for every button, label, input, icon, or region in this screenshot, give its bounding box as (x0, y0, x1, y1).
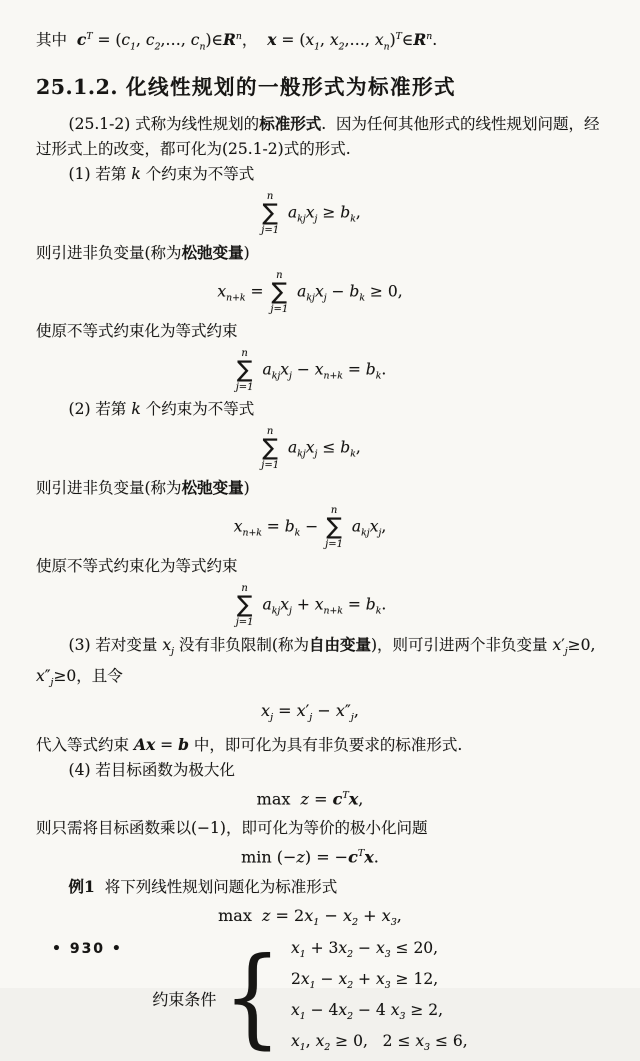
formula-example-objective: $\max z = 2x_1 - x_2 + x_3$, (218, 905, 402, 929)
item-constraint-le: (2) 若第 k 个约束为不等式 (68, 400, 255, 419)
page-number: • 930 • (52, 941, 123, 957)
system-brace: { (223, 935, 282, 1061)
section-number: 25.1.2. (36, 75, 118, 100)
example-label: 例1 (68, 876, 95, 896)
formula-equality-2: n ∑ j=1 $a_{kj}x_j + x_{n+k} = b_k$. (235, 583, 387, 629)
line-convert-equality-1: 使原不等式约束化为等式约束 (36, 322, 238, 341)
constraint-rows (291, 936, 468, 1060)
formula-min-objective: $\min (-z) = -c^Tx$. (241, 847, 379, 867)
summation-icon: n ∑ j=1 (270, 270, 289, 316)
section-title: 化线性规划的一般形式为标准形式 (125, 75, 456, 100)
formula-free-substitution: $x_j = x'_j - x''_j$, (261, 701, 359, 724)
formula-slack-definition-1: $x_{n+k}$ = n ∑ j=1 $a_{kj}x_j - b_k \ge 0$, (217, 270, 403, 316)
para-multiply-minus-one: 则只需将目标函数乘以(−1)，即可化为等价的极小化问题 (36, 818, 428, 837)
line-introduce-slack-1: 则引进非负变量(称为松弛变量) (36, 243, 250, 263)
constraints-label: 约束条件 (152, 989, 217, 1009)
section-heading (36, 74, 612, 100)
line-introduce-slack-2: 则引进非负变量(称为松弛变量) (36, 478, 250, 498)
where-clause-line: 其中 $c^T = (c_1$, $c_2,\dots$, $c_n)\in R^n$， $x = (x_1$, $x_2,\dots$, $x_n)^T\in R^n$. (36, 30, 438, 53)
para-substitute-axb: 代入等式约束 Ax = b 中，即可化为具有非负要求的标准形式. (36, 734, 463, 754)
summation-icon: n ∑ j=1 (325, 505, 343, 551)
item-maximize-objective: (4) 若目标函数为极大化 (68, 760, 235, 779)
summation-icon: n ∑ j=1 (261, 426, 280, 472)
constraint-row: $x_1 - 4x_2 - 4$ $x_3 \ge 2$, (291, 1001, 444, 1023)
summation-icon: n ∑ j=1 (235, 348, 254, 394)
formula-sum-le: n ∑ j=1 $a_{kj}x_j \le b_k$, (261, 426, 361, 472)
constraint-row: $2x_1 - x_2 + x_3 \ge 12$, (291, 970, 439, 992)
para-standard-form-intro: (25.1-2) 式称为线性规划的标准形式. 因为任何其他形式的线性规划问题，经过形式上的改变，都可化为(25.1-2)式的形式. (36, 114, 600, 159)
line-convert-equality-2: 使原不等式约束化为等式约束 (36, 557, 238, 576)
formula-max-objective: $\max z = c^Tx$, (256, 789, 364, 809)
item-constraint-ge: (1) 若第 k 个约束为不等式 (68, 165, 255, 184)
formula-slack-definition-2: $x_{n+k} = b_k$ − n ∑ j=1 $a_{kj}x_j$, (233, 505, 387, 551)
constraint-row: $x_1 + 3x_2 - x_3 \le 20$, (291, 939, 439, 961)
formula-sum-ge: n ∑ j=1 $a_{kj}x_j \ge b_k$, (261, 191, 361, 237)
summation-icon: n ∑ j=1 (235, 583, 254, 629)
example-heading (36, 874, 612, 900)
formula-equality-1: n ∑ j=1 $a_{kj}x_j - x_{n+k} = b_k$. (235, 348, 387, 394)
example-title: 将下列线性规划问题化为标准形式 (104, 877, 338, 896)
para-free-variable: (3) 若对变量 $x_j$ 没有非负限制(称为自由变量)，则可引进两个非负变量 $x'_j\ge 0$, $x''_j\ge 0$，且令 (36, 635, 601, 689)
constraint-row: $x_1$, $x_2 \ge 0$, $2 \le x_3 \le 6$, (291, 1032, 468, 1054)
summation-icon: n ∑ j=1 (261, 191, 280, 237)
